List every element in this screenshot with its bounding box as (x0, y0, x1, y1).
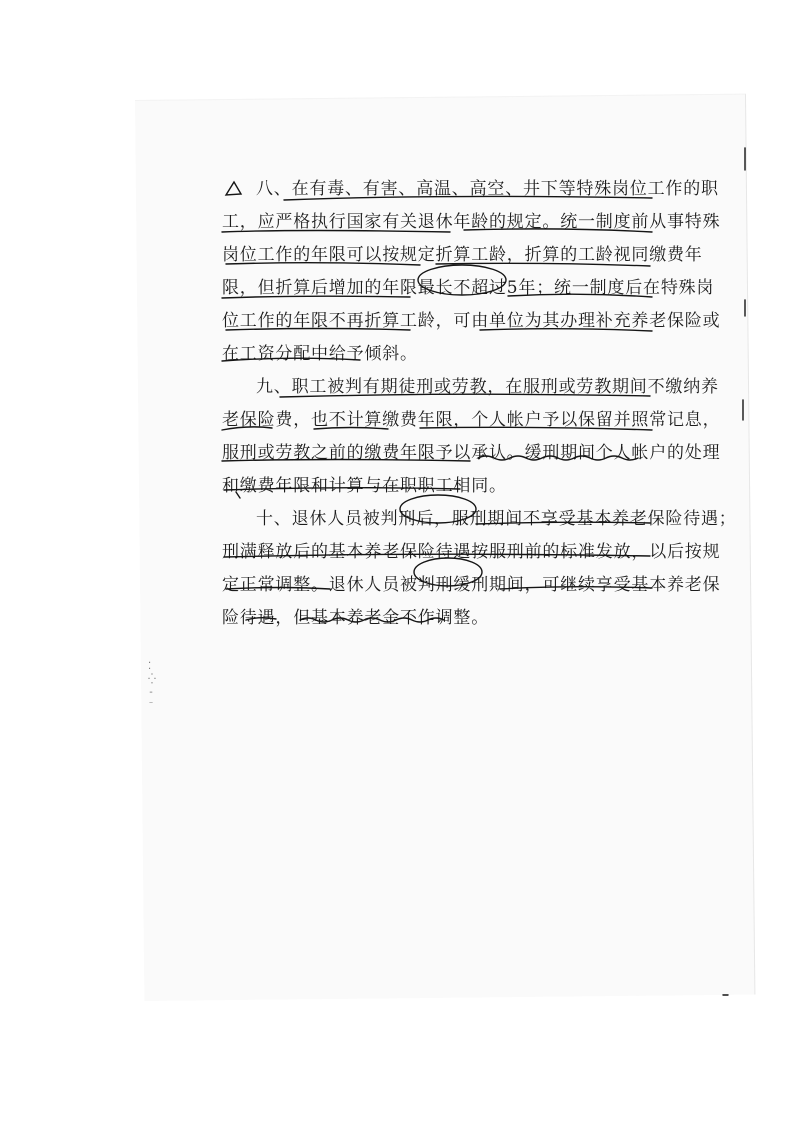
paragraph-10 (222, 503, 737, 635)
paragraph-9 (222, 371, 721, 503)
paragraph-line: 八、在有毒、有害、高温、高空、井下等特殊岗位工作的职 (256, 179, 719, 199)
paragraph-8 (222, 173, 721, 371)
paragraph-line: 岗位工作的年限可以按规定折算工龄，折算的工龄视同缴费年 (222, 245, 703, 265)
paragraph-line: 十、退休人员被判刑后，服刑期间不享受基本养老保险待遇； (256, 509, 737, 529)
paragraph-line: 在工资分配中给予倾斜。 (222, 344, 418, 364)
margin-specks: ⁚ ⁛ - ⁻ (148, 661, 156, 711)
paragraph-line: 刑满释放后的基本养老保险待遇按服刑前的标准发放，以后按规 (222, 542, 721, 562)
paragraph-line: 和缴费年限和计算与在职职工相同。 (222, 476, 507, 496)
paragraph-line: 九、职工被判有期徒刑或劳教，在服刑或劳教期间不缴纳养 (256, 377, 719, 397)
paragraph-line: 位工作的年限不再折算工龄，可由单位为其办理补充养老保险或 (222, 311, 721, 331)
paragraph-line: 定正常调整。退休人员被判刑缓刑期间，可继续享受基本养老保 (222, 575, 721, 595)
paragraph-line: 险待遇，但基本养老金不作调整。 (222, 608, 489, 628)
paragraph-line: 老保险费，也不计算缴费年限，个人帐户予以保留并照常记息， (222, 410, 721, 430)
paragraph-line: 服刑或劳教之前的缴费年限予以承认。缓刑期间个人帐户的处理 (222, 443, 721, 463)
paragraph-line: 工，应严格执行国家有关退休年龄的规定。统一制度前从事特殊 (222, 212, 721, 232)
paragraph-line: 限，但折算后增加的年限最长不超过5年；统一制度后在特殊岗 (222, 278, 715, 298)
document-body (222, 173, 737, 635)
